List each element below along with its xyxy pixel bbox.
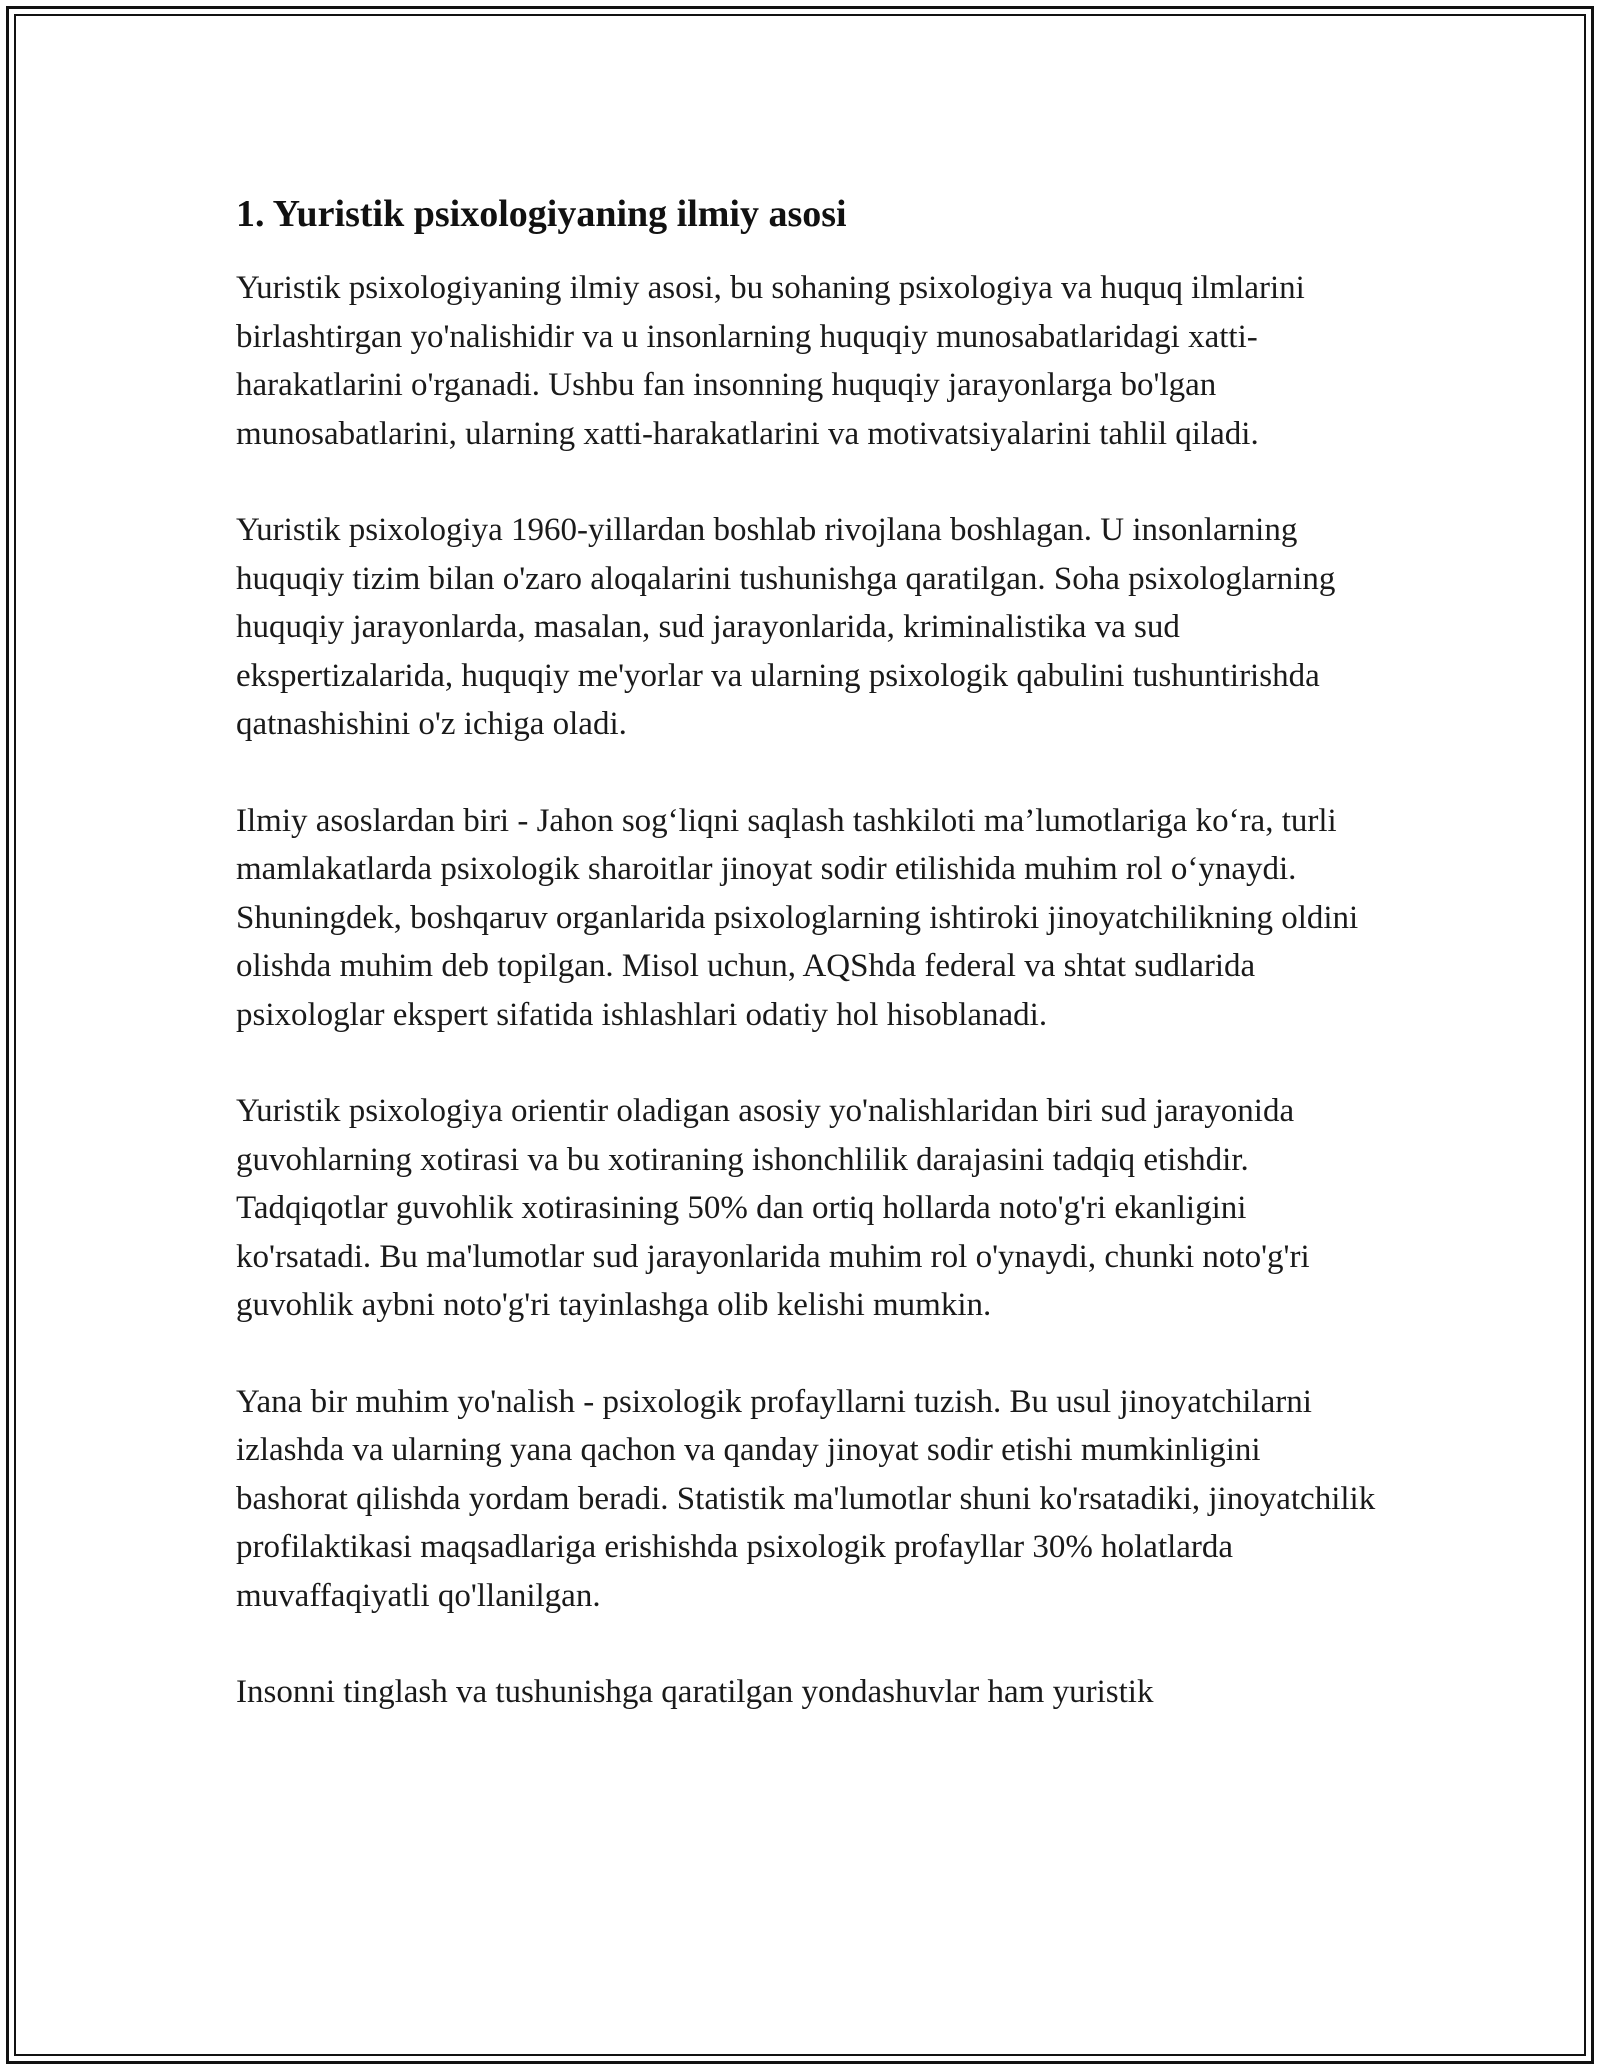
paragraph-3: Ilmiy asoslardan biri - Jahon sog‘liqni saqlash tashkiloti ma’lumotlariga ko‘ra, turli mamlakatlarda psixologik sharoitlar jinoyat sodir etilishida muhim rol o‘ynaydi. Shuningdek, boshqaruv organlarida psixologlarning ishtiroki jinoyatchilikning oldini olishda muhim deb topilgan. Misol uchun, AQShda federal va shtat sudlarida psixologlar ekspert sifatida ishlashlari odatiy hol hisoblanadi. (236, 802, 1359, 1033)
section-heading: 1. Yuristik psixologiyaning ilmiy asosi (236, 193, 847, 235)
paragraph-4: Yuristik psixologiya orientir oladigan asosiy yo'nalishlaridan biri sud jarayonida guvohlarning xotirasi va bu xotiraning ishonchlilik darajasini tadqiq etishdir. Tadqiqotlar guvohlik xotirasining 50% dan ortiq hollarda noto'g'ri ekanligini ko'rsatadi. Bu ma'lumotlar sud jarayonlarida muhim rol o'ynaydi, chunki noto'g'ri guvohlik aybni noto'g'ri tayinlashga olib kelishi mumkin. (236, 1093, 1310, 1323)
paragraph-5: Yana bir muhim yo'nalish - psixologik profayllarni tuzish. Bu usul jinoyatchilarni izlashda va ularning yana qachon va qanday jinoyat sodir etishi mumkinligini bashorat qilishda yordam beradi. Statistik ma'lumotlar shuni ko'rsatadiki, jinoyatchilik profilaktikasi maqsadlariga erishishda psixologik profayllar 30% holatlarda muvaffaqiyatli qo'llanilgan. (236, 1383, 1376, 1614)
paragraph-6: Insonni tinglash va tushunishga qaratilgan yondashuvlar ham yuristik (236, 1674, 1154, 1710)
paragraph-1: Yuristik psixologiyaning ilmiy asosi, bu sohaning psixologiya va huquq ilmlarini birlashtirgan yo'nalishidir va u insonlarning huquqiy munosabatlaridagi xatti-harakatlarini o'rganadi. Ushbu fan insonning huquqiy jarayonlarga bo'lgan munosabatlarini, ularning xatti-harakatlarini va motivatsiyalarini tahlil qiladi. (236, 270, 1305, 452)
document-body (236, 186, 1376, 1765)
paragraph-2: Yuristik psixologiya 1960-yillardan boshlab rivojlana boshlagan. U insonlarning huquqiy tizim bilan o'zaro aloqalarini tushunishga qaratilgan. Soha psixologlarning huquqiy jarayonlarda, masalan, sud jarayonlarida, kriminalistika va sud ekspertizalarida, huquqiy me'yorlar va ularning psixologik qabulini tushuntirishda qatnashishini o'z ichiga oladi. (236, 512, 1336, 742)
